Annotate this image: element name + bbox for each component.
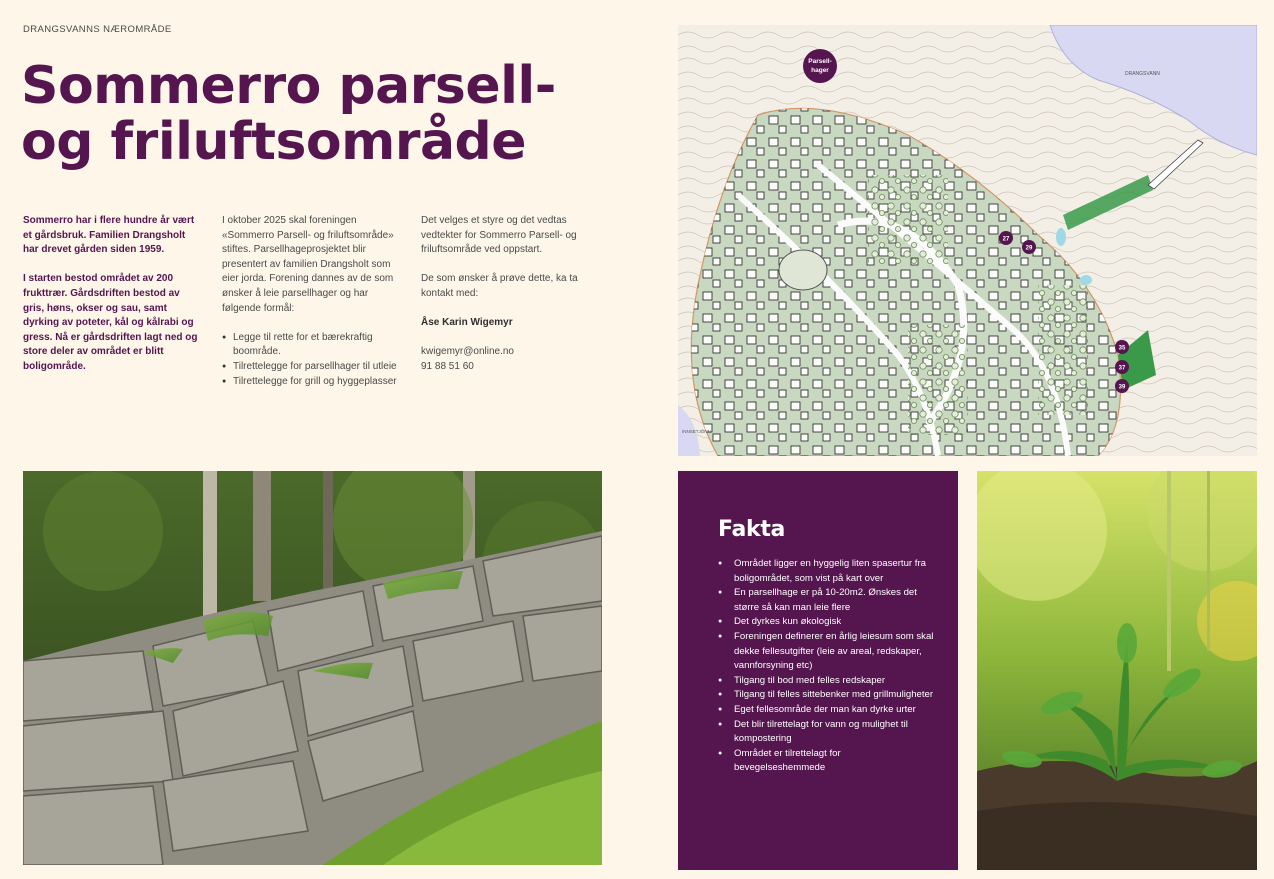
intro-paragraph-2: I starten bestod området av 200 frukttrær. Gårdsdriften bestod av gris, høns, okser og sau, samt dyrking av poteter, kål og kålrabi og gress. Nå er gårdsdriften lagt ned og store deler av området er blitt boligområde.: [23, 273, 198, 372]
herb-plant-photo: [977, 471, 1257, 870]
stone-wall-photo: [23, 471, 602, 865]
purpose-item: ● Legge til rette for et bærekraftig boområde.: [222, 331, 402, 360]
facts-item: ● Tilgang til felles sittebenker med grillmuligheter: [718, 688, 934, 703]
facts-item: ● En parsellhage er på 10-20m2. Ønskes det større så kan man leie flere: [718, 586, 934, 615]
facts-item: ● Området ligger en hyggelig liten spasertur fra boligområdet, som vist på kart over: [718, 557, 934, 586]
facts-item: ● Det blir tilrettelagt for vann og mulighet til kompostering: [718, 718, 934, 747]
title-line-1: Sommerro parsell-: [21, 56, 556, 116]
facts-item: ● Området er tilrettelagt for bevegelseshemmede: [718, 747, 934, 776]
facts-box: [678, 471, 958, 870]
site-map: [678, 25, 1257, 456]
small-lake-label: INNSETJÖNN: [682, 429, 711, 434]
contact-email[interactable]: kwigemyr@online.no: [421, 346, 514, 358]
contact-intro: De som ønsker å prøve dette, ka ta kontakt med:: [421, 273, 578, 299]
intro-paragraph-1: Sommerro har i flere hundre år vært et gårdsbruk. Familien Drangsholt har drevet gården siden 1959.: [23, 215, 195, 256]
lot-marker: [1115, 340, 1129, 354]
site-map-illustration: [678, 25, 1257, 456]
board-paragraph: Det velges et styre og det vedtas vedtekter for Sommerro Parsell- og friluftsområde ved oppstart.: [421, 215, 577, 256]
lot-marker: [1115, 379, 1129, 393]
contact-name: Åse Karin Wigemyr: [421, 317, 513, 329]
facts-item: ● Det dyrkes kun økologisk: [718, 615, 934, 630]
lot-marker: [1115, 360, 1129, 374]
facts-item: ● Tilgang til bod med felles redskaper: [718, 674, 934, 689]
svg-text:39: 39: [1118, 384, 1126, 391]
badge-line-2: hager: [811, 67, 829, 74]
lake-label: DRANGSVANN: [1125, 71, 1160, 77]
facts-list: [718, 557, 934, 776]
lot-marker: [1022, 240, 1036, 254]
purpose-list: [222, 331, 402, 389]
purpose-item: ● Tilrettelegge for grill og hyggeplasser: [222, 375, 402, 390]
facts-item: ● Foreningen definerer en årlig leiesum som skal dekke fellesutgifter (leie av areal, redskaper, vannforsyning etc): [718, 630, 934, 674]
contact-column: [421, 214, 601, 375]
section-kicker: DRANGSVANNS NÆROMRÅDE: [23, 24, 172, 35]
herb-plant-illustration: [977, 471, 1257, 870]
intro-column: [23, 214, 203, 389]
svg-text:27: 27: [1002, 236, 1010, 243]
svg-text:29: 29: [1025, 245, 1033, 252]
facts-item: ● Eget fellesområde der man kan dyrke urter: [718, 703, 934, 718]
contact-phone: 91 88 51 60: [421, 360, 474, 372]
purpose-item: ● Tilrettelegge for parsellhager til utleie: [222, 360, 402, 375]
parsell-badge: [803, 49, 837, 83]
svg-text:37: 37: [1118, 365, 1126, 372]
facts-heading: Fakta: [718, 517, 786, 542]
badge-line-1: Parsell-: [808, 58, 832, 65]
stone-wall-illustration: [23, 471, 602, 865]
association-column: [222, 214, 402, 389]
title-line-2: og friluftsområde: [21, 112, 527, 172]
association-paragraph: I oktober 2025 skal foreningen «Sommerro Parsell- og friluftsområde» stiftes. Parsellhageprosjektet blir presentert av familien Drangsholt som eier jorda. Forening dannes av de som ønsker å leie parsellhager og har følgende formål:: [222, 215, 394, 314]
lot-marker: [999, 231, 1013, 245]
svg-text:35: 35: [1118, 345, 1126, 352]
page-title: [21, 58, 661, 170]
